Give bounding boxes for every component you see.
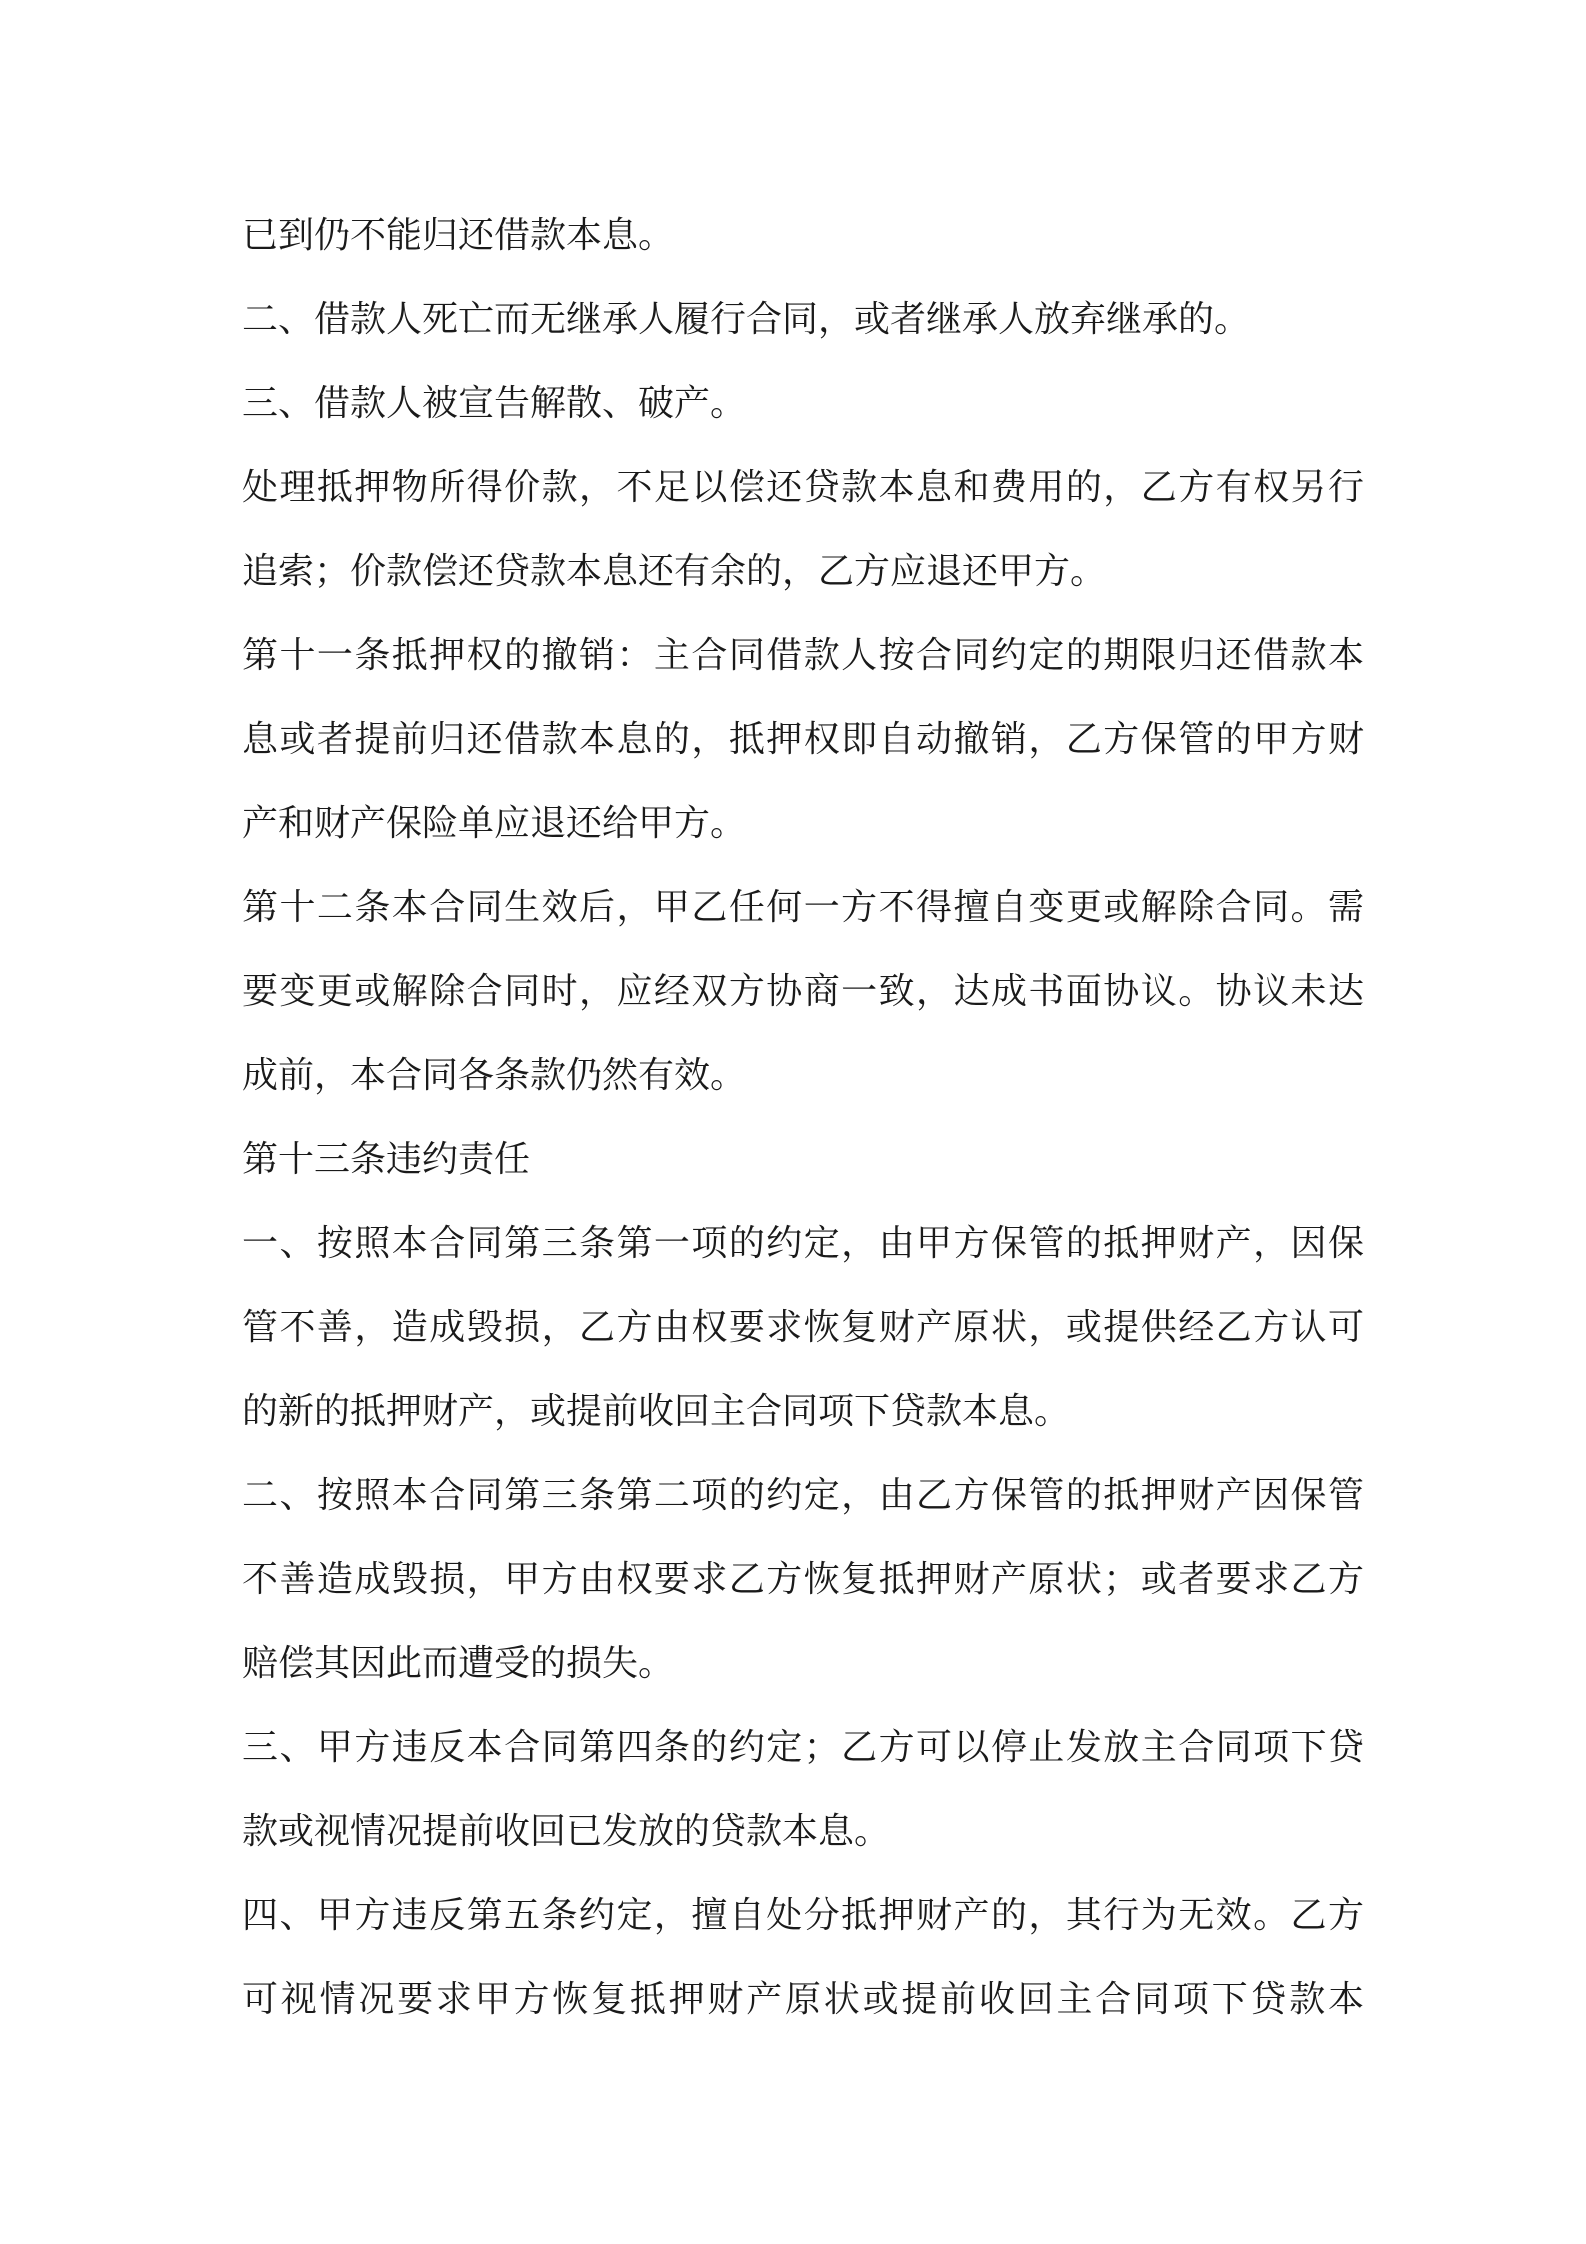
text-line: 已到仍不能归还借款本息。 bbox=[242, 215, 675, 256]
text-line: 二、借款人死亡而无继承人履行合同，或者继承人放弃继承的。 bbox=[242, 299, 1251, 340]
paragraph-liability-1 bbox=[242, 1202, 1364, 1454]
text-line: 第十一条抵押权的撤销：主合同借款人按合同约定的期限归还借款本 bbox=[242, 635, 1364, 676]
text-line: 第十二条本合同生效后，甲乙任何一方不得擅自变更或解除合同。需 bbox=[242, 887, 1364, 928]
text-line: 要变更或解除合同时，应经双方协商一致，达成书面协议。协议未达 bbox=[242, 971, 1364, 1012]
text-line: 管不善，造成毁损，乙方由权要求恢复财产原状，或提供经乙方认可 bbox=[242, 1307, 1364, 1348]
paragraph-item-3 bbox=[242, 362, 1364, 446]
paragraph-article-12 bbox=[242, 866, 1364, 1118]
text-line: 款或视情况提前收回已发放的贷款本息。 bbox=[242, 1811, 891, 1852]
paragraph-article-11 bbox=[242, 614, 1364, 866]
text-line: 的新的抵押财产，或提前收回主合同项下贷款本息。 bbox=[242, 1391, 1071, 1432]
text-line: 二、按照本合同第三条第二项的约定，由乙方保管的抵押财产因保管 bbox=[242, 1475, 1364, 1516]
text-line: 第十三条违约责任 bbox=[242, 1139, 531, 1180]
paragraph-disposal-proceeds bbox=[242, 446, 1364, 614]
document-body bbox=[242, 194, 1364, 2042]
text-line: 追索；价款偿还贷款本息还有余的，乙方应退还甲方。 bbox=[242, 551, 1107, 592]
text-line: 三、甲方违反本合同第四条的约定；乙方可以停止发放主合同项下贷 bbox=[242, 1727, 1364, 1768]
heading-article-13 bbox=[242, 1118, 1364, 1202]
text-line: 三、借款人被宣告解散、破产。 bbox=[242, 383, 747, 424]
text-line: 产和财产保险单应退还给甲方。 bbox=[242, 803, 747, 844]
paragraph-continuation bbox=[242, 194, 1364, 278]
text-line: 息或者提前归还借款本息的，抵押权即自动撤销，乙方保管的甲方财 bbox=[242, 719, 1364, 760]
text-line: 一、按照本合同第三条第一项的约定，由甲方保管的抵押财产，因保 bbox=[242, 1223, 1364, 1264]
text-line: 成前，本合同各条款仍然有效。 bbox=[242, 1055, 747, 1096]
text-line: 不善造成毁损，甲方由权要求乙方恢复抵押财产原状；或者要求乙方 bbox=[242, 1559, 1364, 1600]
text-line: 处理抵押物所得价款，不足以偿还贷款本息和费用的，乙方有权另行 bbox=[242, 467, 1364, 508]
paragraph-liability-3 bbox=[242, 1706, 1364, 1874]
text-line: 赔偿其因此而遭受的损失。 bbox=[242, 1643, 675, 1684]
paragraph-item-2 bbox=[242, 278, 1364, 362]
paragraph-liability-4 bbox=[242, 1874, 1364, 2042]
text-line: 四、甲方违反第五条约定，擅自处分抵押财产的，其行为无效。乙方 bbox=[242, 1895, 1364, 1936]
paragraph-liability-2 bbox=[242, 1454, 1364, 1706]
text-line: 可视情况要求甲方恢复抵押财产原状或提前收回主合同项下贷款本 bbox=[242, 1979, 1364, 2020]
